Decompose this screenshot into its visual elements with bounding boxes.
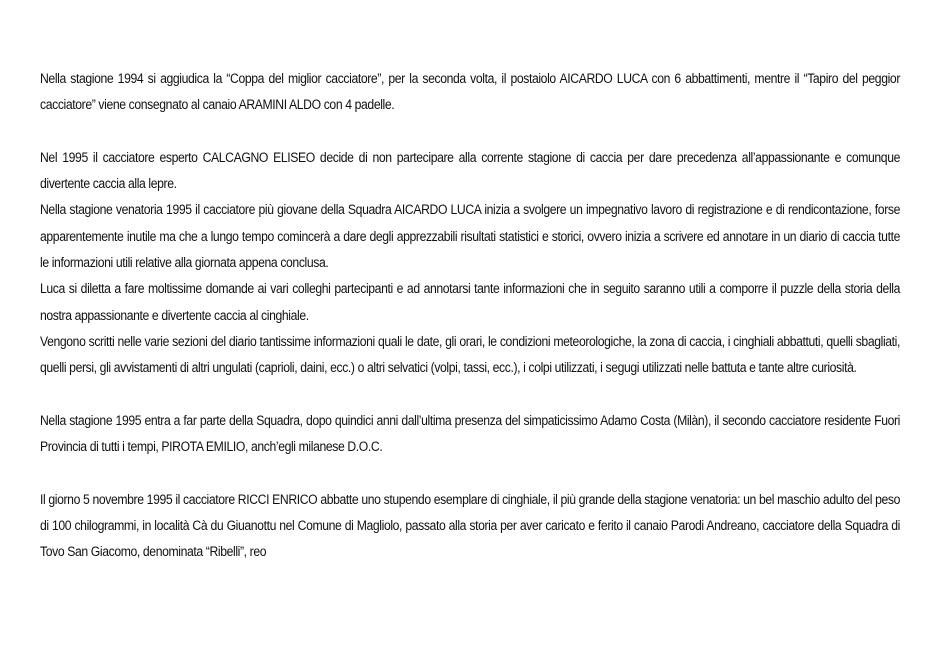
paragraph-pirota: Nella stagione 1995 entra a far parte della Squadra, dopo quindici anni dall’ultima presenza del simpaticissimo Adamo Costa (Milàn), il secondo cacciatore residente Fuori Provincia di tutti i tempi, PIROTA EMILIO, anch’egli milanese D.O.C. xyxy=(40,412,900,456)
paragraph-diary-contents: Vengono scritti nelle varie sezioni del diario tantissime informazioni quali le date, gli orari, le condizioni meteorologiche, la zona di caccia, i cinghiali abbattuti, quelli sbagliati, quelli persi, gli avvistamenti di altri ungulati (caprioli, daini, ecc.) o altri selvatici (volpi, tassi, ecc.), i colpi utilizzati, i segugi utilizzati nelle battuta e tante altre curiosità. xyxy=(40,333,900,377)
paragraph-calcagno: Nel 1995 il cacciatore esperto CALCAGNO ELISEO decide di non partecipare alla corrente stagione di caccia per dare precedenza all’appassionante e comunque divertente caccia alla lepre. xyxy=(40,149,900,193)
paragraph-1994-awards: Nella stagione 1994 si aggiudica la “Coppa del miglior cacciatore”, per la seconda volta, il postaiolo AICARDO LUCA con 6 abbattimenti, mentre il “Tapiro del peggior cacciatore” viene consegnato al canaio ARAMINI ALDO con 4 padelle. xyxy=(40,71,900,114)
paragraph-spacer xyxy=(40,460,900,486)
paragraph-aicardo-diary: Nella stagione venatoria 1995 il cacciatore più giovane della Squadra AICARDO LUCA inizia a svolgere un impegnativo lavoro di registrazione e di rendicontazione, forse apparentemente inutile ma che a lungo tempo comincerà a dare degli apprezzabili risultati statistici e storici, ovvero inizia a scrivere ed annotare in un diario di caccia tutte le informazioni utili relative alla giornata appena conclusa. xyxy=(40,202,900,272)
paragraph-luca-questions: Luca si diletta a fare moltissime domande ai vari colleghi partecipanti e ad annotarsi tante informazioni che in seguito saranno utili a comporre il puzzle della storia della nostra appassionante e divertente caccia al cinghiale. xyxy=(40,281,900,324)
document-page xyxy=(40,66,900,566)
paragraph-spacer xyxy=(40,119,900,145)
paragraph-spacer xyxy=(40,382,900,408)
paragraph-ricci-boar: Il giorno 5 novembre 1995 il cacciatore RICCI ENRICO abbatte uno stupendo esemplare di cinghiale, il più grande della stagione venatoria: un bel maschio adulto del peso di 100 chilogrammi, in località Cà du Giuanottu nel Comune di Magliolo, passato alla storia per aver caricato e ferito il canaio Parodi Andreano, cacciatore della Squadra di Tovo San Giacomo, denominata “Ribelli”, reo xyxy=(40,491,900,561)
